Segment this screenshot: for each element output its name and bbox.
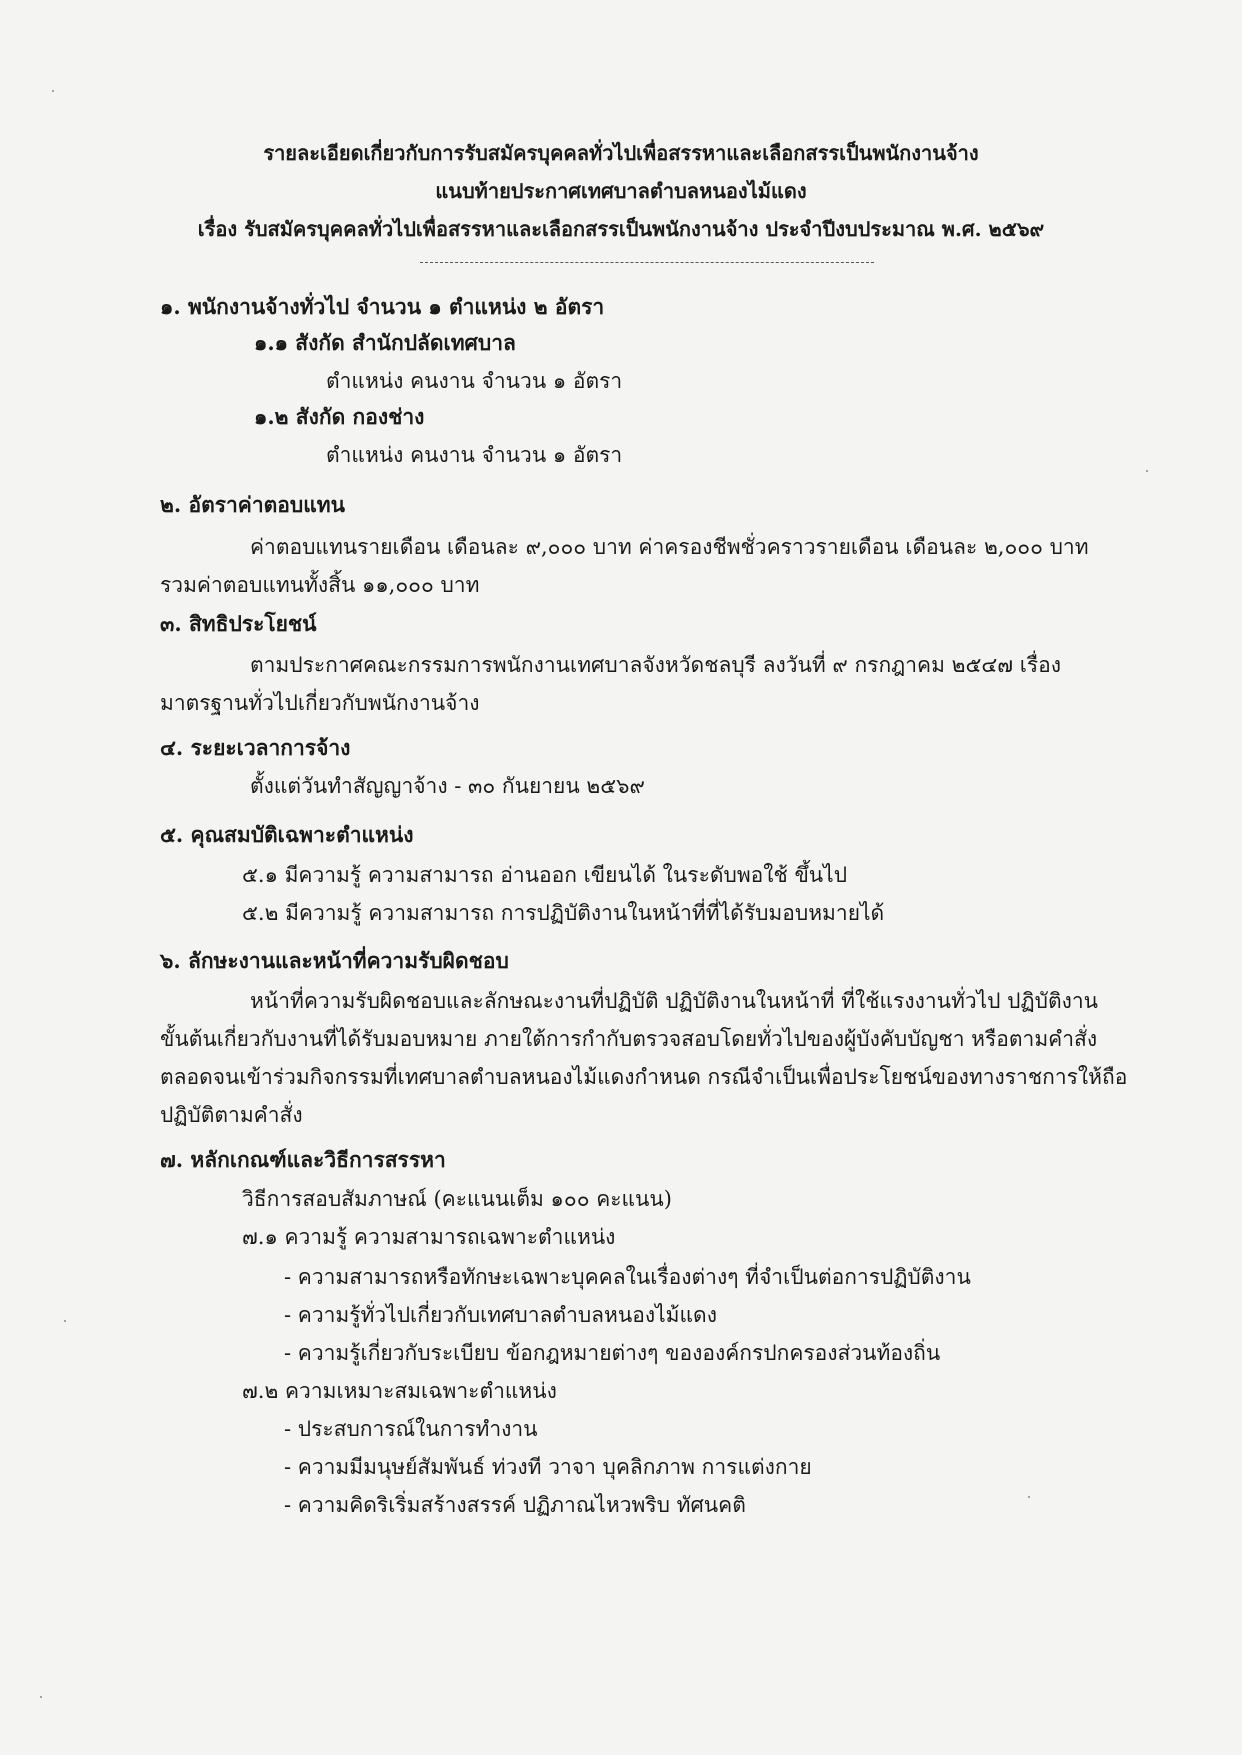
section-7-2-heading: ๗.๒ ความเหมาะสมเฉพาะตำแหน่ง [242, 1379, 557, 1403]
title-line-2: แนบท้ายประกาศเทศบาลตำบลหนองไม้แดง [435, 179, 807, 203]
section-7-2-item: - ความมีมนุษย์สัมพันธ์ ท่วงที วาจา บุคลิกภาพ การแต่งกาย [284, 1455, 812, 1479]
section-3-heading: ๓. สิทธิประโยชน์ [160, 611, 317, 636]
section-7-1-item: - ความสามารถหรือทักษะเฉพาะบุคคลในเรื่องต่างๆ ที่จำเป็นต่อการปฏิบัติงาน [284, 1265, 971, 1289]
section-5-item-2: ๕.๒ มีความรู้ ความสามารถ การปฏิบัติงานในหน้าที่ที่ได้รับมอบหมายได้ [242, 901, 885, 925]
scan-speck [64, 1320, 66, 1322]
section-1-1-heading: ๑.๑ สังกัด สำนักปลัดเทศบาล [254, 330, 516, 355]
title-line-3: เรื่อง รับสมัครบุคคลทั่วไปเพื่อสรรหาและเลือกสรรเป็นพนักงานจ้าง ประจำปีงบประมาณ พ.ศ. ๒๕๖๙ [197, 217, 1045, 241]
section-7-1-item: - ความรู้เกี่ยวกับระเบียบ ข้อกฎหมายต่างๆ ขององค์กรปกครองส่วนท้องถิ่น [284, 1341, 941, 1365]
divider-rule [420, 262, 874, 263]
section-1-2-heading: ๑.๒ สังกัด กองช่าง [254, 404, 425, 429]
section-7-1-heading: ๗.๑ ความรู้ ความสามารถเฉพาะตำแหน่ง [242, 1225, 616, 1249]
scan-speck [52, 90, 54, 92]
scan-speck [40, 1696, 42, 1698]
section-7-heading: ๗. หลักเกณฑ์และวิธีการสรรหา [160, 1147, 446, 1172]
section-6-line-1: หน้าที่ความรับผิดชอบและลักษณะงานที่ปฏิบัติ ปฏิบัติงานในหน้าที่ ที่ใช้แรงงานทั่วไป ปฏิบัติงาน [250, 989, 1098, 1013]
section-3-line-2: มาตรฐานทั่วไปเกี่ยวกับพนักงานจ้าง [160, 691, 480, 715]
section-1-2-text: ตำแหน่ง คนงาน จำนวน ๑ อัตรา [326, 443, 623, 467]
scan-speck [1028, 1496, 1030, 1498]
section-5-item-1: ๕.๑ มีความรู้ ความสามารถ อ่านออก เขียนได้ ในระดับพอใช้ ขึ้นไป [242, 863, 848, 887]
section-7-method: วิธีการสอบสัมภาษณ์ (คะแนนเต็ม ๑๐๐ คะแนน) [242, 1187, 672, 1211]
scan-speck [1146, 470, 1148, 472]
title-line-1: รายละเอียดเกี่ยวกับการรับสมัครบุคคลทั่วไปเพื่อสรรหาและเลือกสรรเป็นพนักงานจ้าง [263, 141, 979, 165]
section-7-1-item: - ความรู้ทั่วไปเกี่ยวกับเทศบาลตำบลหนองไม้แดง [284, 1303, 717, 1327]
section-4-heading: ๔. ระยะเวลาการจ้าง [160, 735, 351, 760]
section-4-line-1: ตั้งแต่วันทำสัญญาจ้าง - ๓๐ กันยายน ๒๕๖๙ [250, 774, 645, 798]
section-6-line-4: ปฏิบัติตามคำสั่ง [160, 1103, 303, 1127]
section-5-heading: ๕. คุณสมบัติเฉพาะตำแหน่ง [160, 822, 414, 847]
section-1-heading: ๑. พนักงานจ้างทั่วไป จำนวน ๑ ตำแหน่ง ๒ อัตรา [160, 294, 605, 319]
section-3-line-1: ตามประกาศคณะกรรมการพนักงานเทศบาลจังหวัดชลบุรี ลงวันที่ ๙ กรกฎาคม ๒๕๔๗ เรื่อง [250, 653, 1062, 677]
section-6-heading: ๖. ลักษะงานและหน้าที่ความรับผิดชอบ [160, 948, 509, 973]
section-1-1-text: ตำแหน่ง คนงาน จำนวน ๑ อัตรา [326, 369, 623, 393]
section-2-line-1: ค่าตอบแทนรายเดือน เดือนละ ๙,๐๐๐ บาท ค่าครองชีพชั่วคราวรายเดือน เดือนละ ๒,๐๐๐ บาท [250, 535, 1089, 559]
section-7-2-item: - ประสบการณ์ในการทำงาน [284, 1417, 538, 1441]
section-2-heading: ๒. อัตราค่าตอบแทน [160, 492, 345, 517]
section-2-line-2: รวมค่าตอบแทนทั้งสิ้น ๑๑,๐๐๐ บาท [160, 573, 480, 597]
section-6-line-3: ตลอดจนเข้าร่วมกิจกรรมที่เทศบาลตำบลหนองไม้แดงกำหนด กรณีจำเป็นเพื่อประโยชน์ของทางราชการให้ถือ [160, 1065, 1128, 1089]
section-6-line-2: ขั้นต้นเกี่ยวกับงานที่ได้รับมอบหมาย ภายใต้การกำกับตรวจสอบโดยทั่วไปของผู้บังคับบัญชา หรือตามคำสั่ง [160, 1027, 1098, 1051]
section-7-2-item: - ความคิดริเริ่มสร้างสรรค์ ปฏิภาณไหวพริบ ทัศนคติ [284, 1493, 746, 1517]
